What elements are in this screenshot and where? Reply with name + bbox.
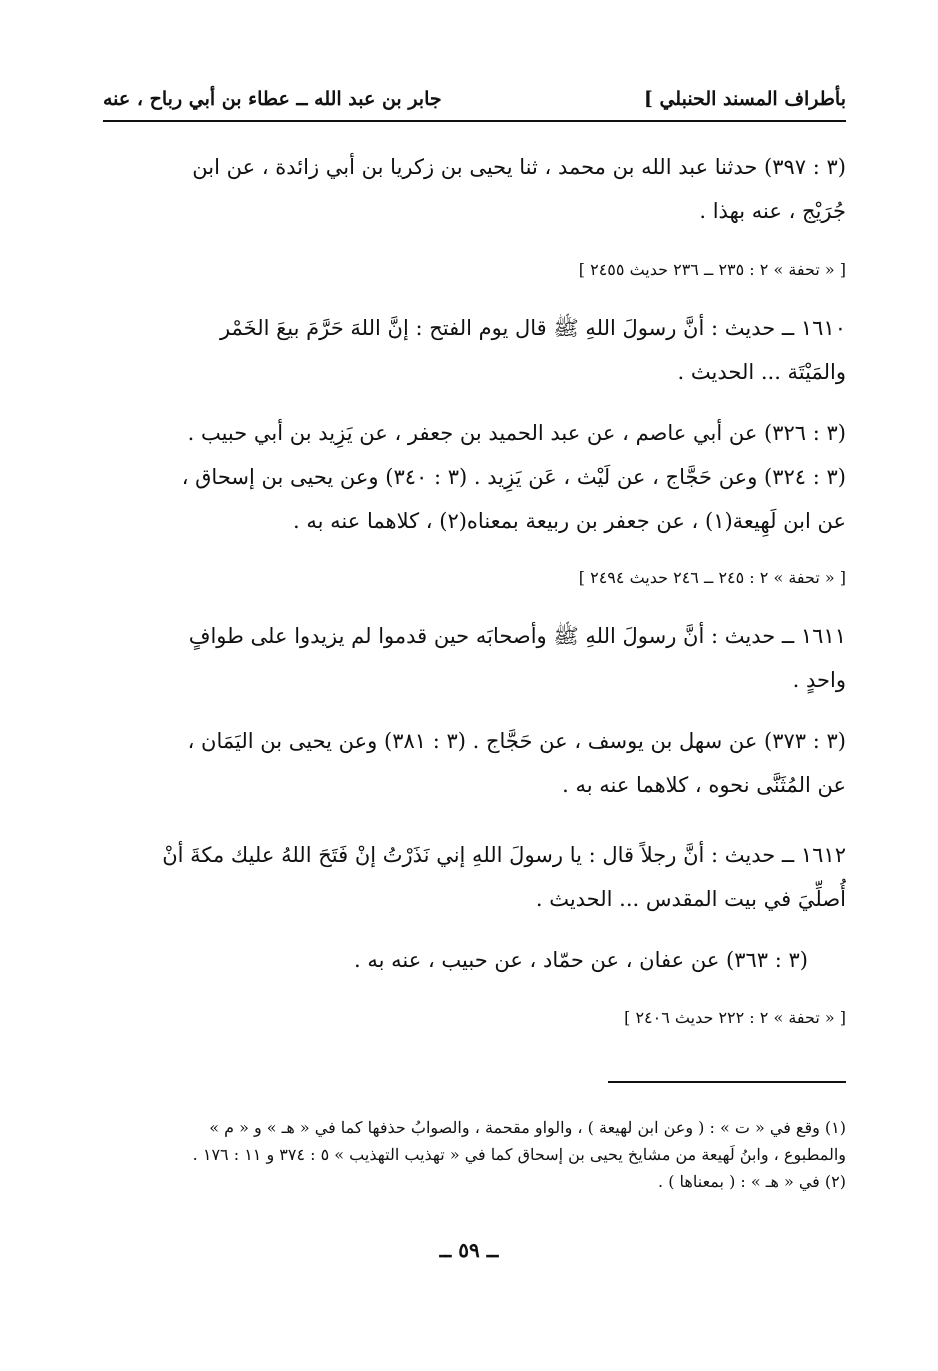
footnote-line: (١) وقع في « ت » : ( وعن ابن لهيعة ) ، والواو مقحمة ، والصوابُ حذفها كما في « هـ » و « م » xyxy=(209,1118,846,1137)
text-line: جُرَيْج ، عنه بهذا . xyxy=(699,199,846,223)
header-chapter-title: جابر بن عبد الله ــ عطاء بن أبي رباح ، عنه xyxy=(103,88,442,110)
chain-paragraph-1610 xyxy=(103,411,846,543)
tuhfa-reference: [ « تحفة » ٢ : ٢٢٢ حديث ٢٤٠٦ ] xyxy=(624,1008,846,1027)
page-number: ــ ٥٩ ــ xyxy=(439,1238,499,1262)
hadith-1611 xyxy=(103,614,846,702)
text-line: عن ابن لَهِيعة(١) ، عن جعفر بن ربيعة بمعناه(٢) ، كلاهما عنه به . xyxy=(293,509,846,533)
text-line: (٣ : ٣٦٣) عن عفان ، عن حمّاد ، عن حبيب ، عنه به . xyxy=(354,948,808,972)
chain-paragraph-1609 xyxy=(103,145,846,233)
hadith-text-line: ١٦١٠ ــ حديث : أنَّ رسولَ اللهِ ﷺ قال يوم الفتح : إنَّ اللهَ حَرَّمَ بيعَ الخَمْر xyxy=(219,316,846,340)
footnote-line: (٢) في « هـ » : ( بمعناها ) . xyxy=(658,1172,846,1191)
chain-paragraph-1611 xyxy=(103,719,846,807)
hadith-text-line: ١٦١١ ــ حديث : أنَّ رسولَ اللهِ ﷺ وأصحابَه حين قدموا لم يزيدوا على طوافٍ xyxy=(188,624,846,648)
footnotes xyxy=(103,1114,846,1195)
hadith-text-line: والمَيْتَة ... الحديث . xyxy=(677,360,846,384)
tuhfa-reference: [ « تحفة » ٢ : ٢٣٥ ــ ٢٣٦ حديث ٢٤٥٥ ] xyxy=(578,260,846,279)
footnote-line: والمطبوع ، وابنُ لَهيعة من مشايخ يحيى بن إسحاق كما في « تهذيب التهذيب » ٥ : ٣٧٤ و ١١ : ١٧٦ . xyxy=(192,1145,846,1164)
tuhfa-reference: [ « تحفة » ٢ : ٢٤٥ ــ ٢٤٦ حديث ٢٤٩٤ ] xyxy=(578,568,846,587)
running-header xyxy=(103,86,846,122)
text-line: عن المُثَنَّى نحوه ، كلاهما عنه به . xyxy=(562,773,846,797)
hadith-text-line: ١٦١٢ ــ حديث : أنَّ رجلاً قال : يا رسولَ اللهِ إني نَذَرْتُ إنْ فَتَحَ اللهُ عليك مكةَ أنْ xyxy=(162,843,846,867)
text-line: (٣ : ٣٢٤) وعن حَجَّاج ، عن لَيْث ، عَن يَزِيد . (٣ : ٣٤٠) وعن يحيى بن إسحاق ، xyxy=(181,465,846,489)
hadith-1612 xyxy=(103,833,846,921)
hadith-text-line: أُصلِّيَ في بيت المقدس ... الحديث . xyxy=(535,887,846,911)
hadith-text-line: واحدٍ . xyxy=(792,668,846,692)
text-line: (٣ : ٣٧٣) عن سهل بن يوسف ، عن حَجَّاج . (٣ : ٣٨١) وعن يحيى بن اليَمَان ، xyxy=(187,729,846,753)
footnote-separator xyxy=(608,1081,846,1083)
header-book-title: بأطراف المسند الحنبلي ] xyxy=(643,88,846,110)
text-line: (٣ : ٣٢٦) عن أبي عاصم ، عن عبد الحميد بن جعفر ، عن يَزِيد بن أبي حبيب . xyxy=(187,421,846,445)
hadith-1610 xyxy=(103,306,846,394)
chain-paragraph-1612 xyxy=(103,938,808,982)
text-line: (٣ : ٣٩٧) حدثنا عبد الله بن محمد ، ثنا يحيى بن زكريا بن أبي زائدة ، عن ابن xyxy=(192,155,846,179)
